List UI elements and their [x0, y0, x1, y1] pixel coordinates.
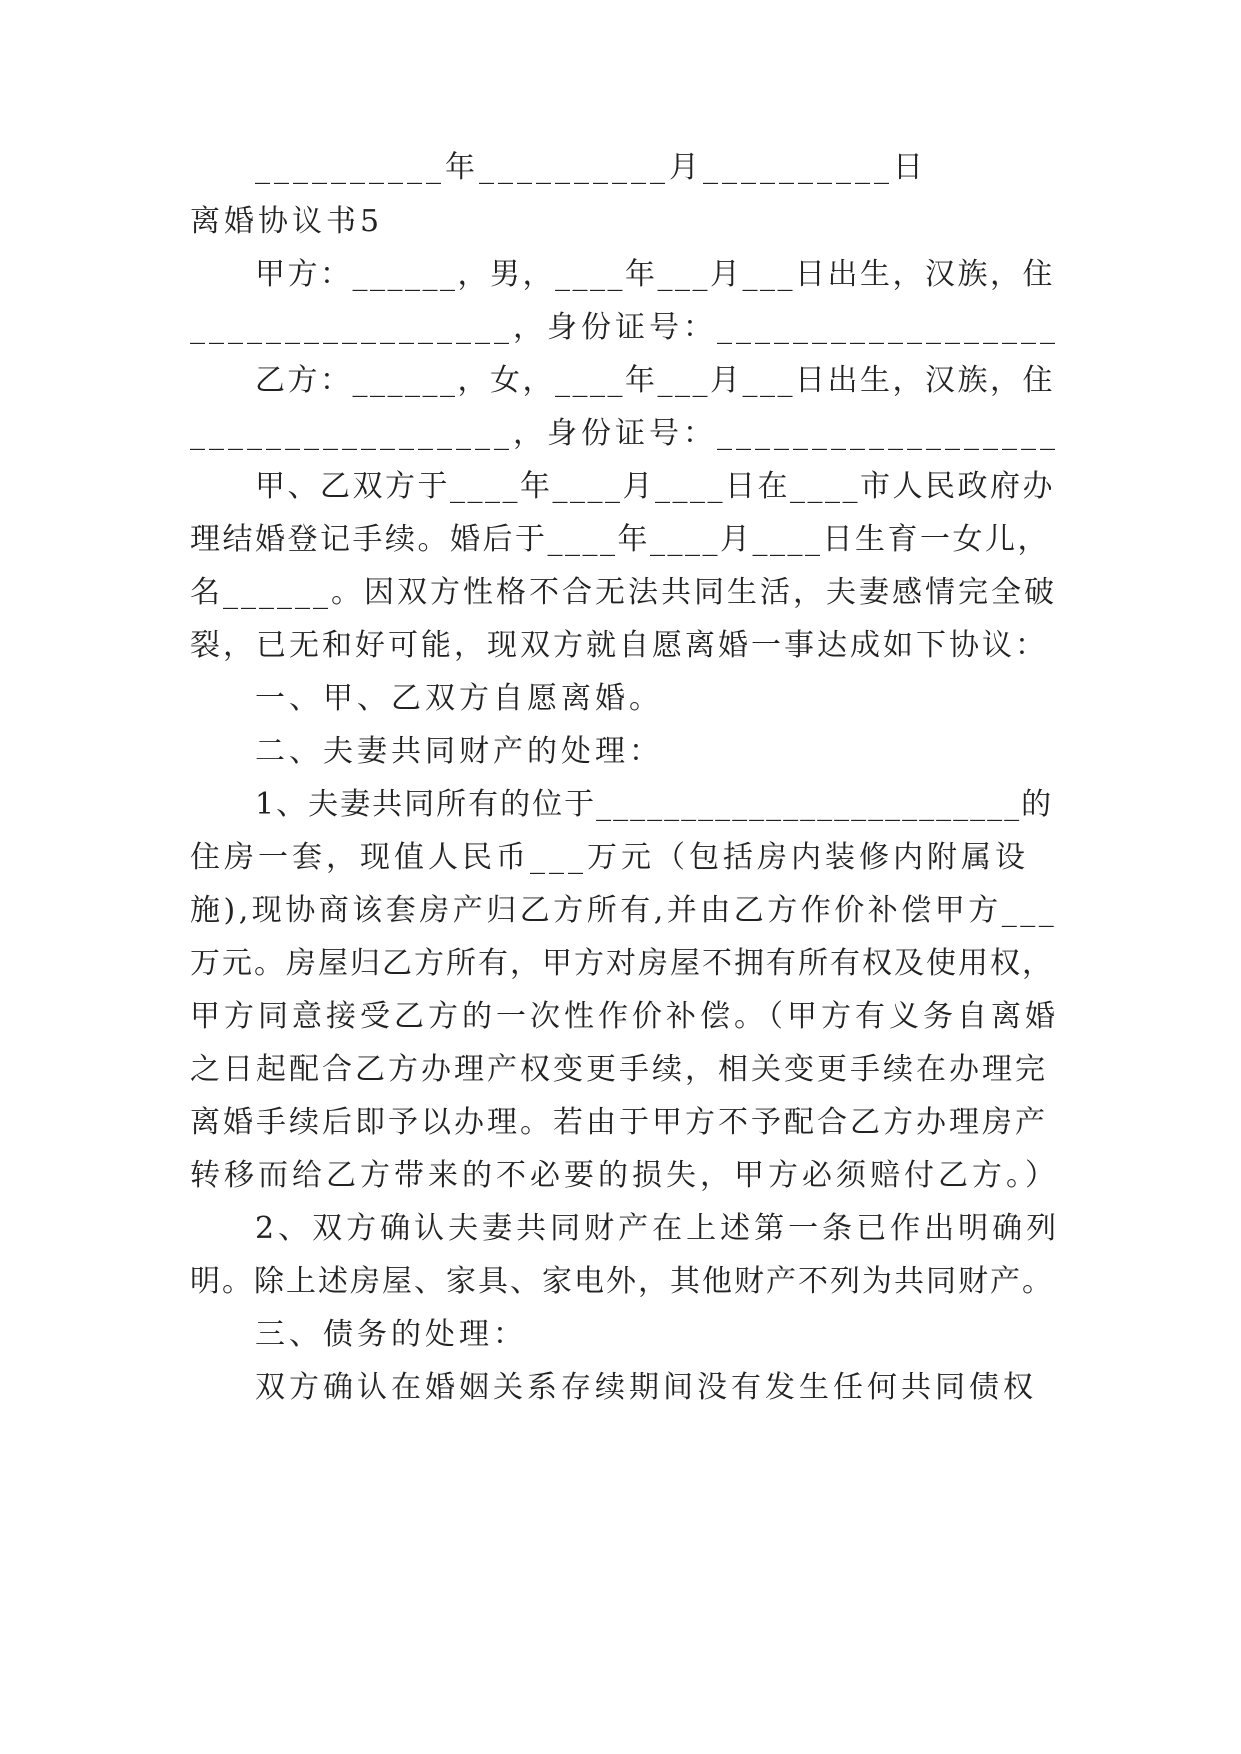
text-line: 明。除上述房屋、家具、家电外，其他财产不列为共同财产。	[190, 1264, 1054, 1299]
document-title: 离婚协议书5	[190, 204, 384, 239]
text-line: 甲方：______，男，____年___月___日出生，汉族，住	[255, 257, 1055, 292]
text-line: 转移而给乙方带来的不必要的损失，甲方必须赔付乙方。）	[190, 1158, 1059, 1193]
text-line: 裂，已无和好可能，现双方就自愿离婚一事达成如下协议：	[190, 628, 1048, 663]
date-line: __________年__________月__________日	[255, 150, 927, 185]
text-line: 乙方：______，女，____年___月___日出生，汉族，住	[255, 363, 1055, 398]
text-line: 之日起配合乙方办理产权变更手续，相关变更手续在办理完	[190, 1052, 1048, 1087]
text-line: 住房一套，现值人民币___万元（包括房内装修内附属设	[190, 840, 1029, 875]
text-line: 甲方同意接受乙方的一次性作价补偿。（甲方有义务自离婚	[190, 999, 1059, 1034]
text-line: 万元。房屋归乙方所有，甲方对房屋不拥有所有权及使用权，	[190, 946, 1054, 981]
text-line: _________________，身份证号：__________________	[190, 310, 1059, 345]
text-line: _________________，身份证号：__________________	[190, 416, 1059, 451]
text-line: 施),现协商该套房产归乙方所有,并由乙方作价补偿甲方___	[190, 893, 1058, 928]
text-line: 双方确认在婚姻关系存续期间没有发生任何共同债权	[255, 1370, 1037, 1405]
text-line: 甲、乙双方于____年____月____日在____市人民政府办	[255, 469, 1055, 504]
text-line: 三、债务的处理：	[255, 1317, 527, 1352]
text-line: 二、夫妻共同财产的处理：	[255, 734, 663, 769]
text-line: 离婚手续后即予以办理。若由于甲方不予配合乙方办理房产	[190, 1105, 1048, 1140]
text-line: 一、甲、乙双方自愿离婚。	[255, 681, 663, 716]
text-line: 2、双方确认夫妻共同财产在上述第一条已作出明确列	[255, 1211, 1061, 1246]
text-line: 理结婚登记手续。婚后于____年____月____日生育一女儿，	[190, 522, 1050, 557]
text-line: 1、夫妻共同所有的位于_________________________的	[255, 787, 1054, 822]
text-line: 名______。因双方性格不合无法共同生活，夫妻感情完全破	[190, 575, 1057, 610]
